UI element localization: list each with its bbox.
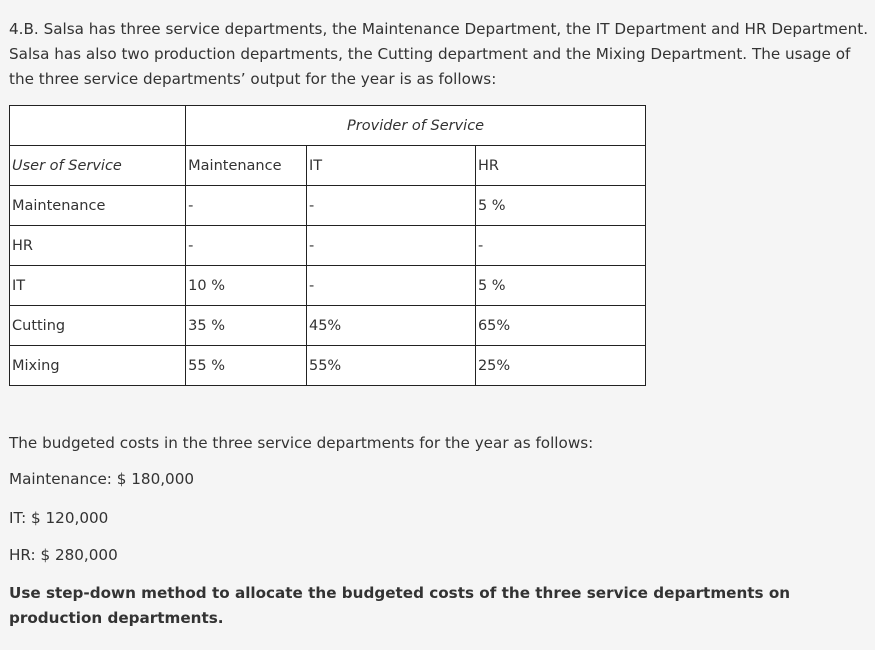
user-of-service-header: User of Service	[10, 146, 186, 186]
table-cell: 55%	[306, 346, 475, 386]
row-label: IT	[10, 266, 186, 306]
table-header-row	[10, 106, 646, 146]
budget-maintenance: Maintenance: $ 180,000	[9, 470, 195, 488]
question-intro: 4.B. Salsa has three service departments, the Maintenance Department, the IT Department and HR Department. Salsa has also two production departments, the Cutting department and the Mixing Department. The usage of the three service departments’ output for the year is as follows:	[9, 20, 869, 88]
budget-it: IT: $ 120,000	[9, 509, 109, 527]
row-label: Maintenance	[10, 186, 186, 226]
table-cell: 65%	[475, 306, 645, 346]
table-row	[10, 186, 646, 226]
budget-intro: The budgeted costs in the three service departments for the year as follows:	[9, 434, 594, 452]
row-label: HR	[10, 226, 186, 266]
table-row	[10, 226, 646, 266]
row-label: Mixing	[10, 346, 186, 386]
table-cell: 55 %	[186, 346, 307, 386]
table-cell: -	[186, 226, 307, 266]
table-row	[10, 346, 646, 386]
table-cell: -	[186, 186, 307, 226]
column-header-maintenance: Maintenance	[186, 146, 307, 186]
budget-hr: HR: $ 280,000	[9, 546, 118, 564]
table-cell: -	[306, 266, 475, 306]
table-cell: 35 %	[186, 306, 307, 346]
table-row	[10, 266, 646, 306]
table-corner-cell	[10, 106, 186, 146]
table-cell: -	[306, 186, 475, 226]
table-cell: 5 %	[475, 266, 645, 306]
table-column-header-row	[10, 146, 646, 186]
table-cell: 45%	[306, 306, 475, 346]
provider-of-service-header: Provider of Service	[186, 106, 646, 146]
row-label: Cutting	[10, 306, 186, 346]
table-row	[10, 306, 646, 346]
table-cell: 25%	[475, 346, 645, 386]
table-cell: -	[306, 226, 475, 266]
table-cell: 5 %	[475, 186, 645, 226]
service-usage-table	[9, 105, 646, 386]
column-header-it: IT	[306, 146, 475, 186]
table-cell: 10 %	[186, 266, 307, 306]
task-instruction: Use step-down method to allocate the budgeted costs of the three service departments on production departments.	[9, 584, 791, 627]
column-header-hr: HR	[475, 146, 645, 186]
table-cell: -	[475, 226, 645, 266]
